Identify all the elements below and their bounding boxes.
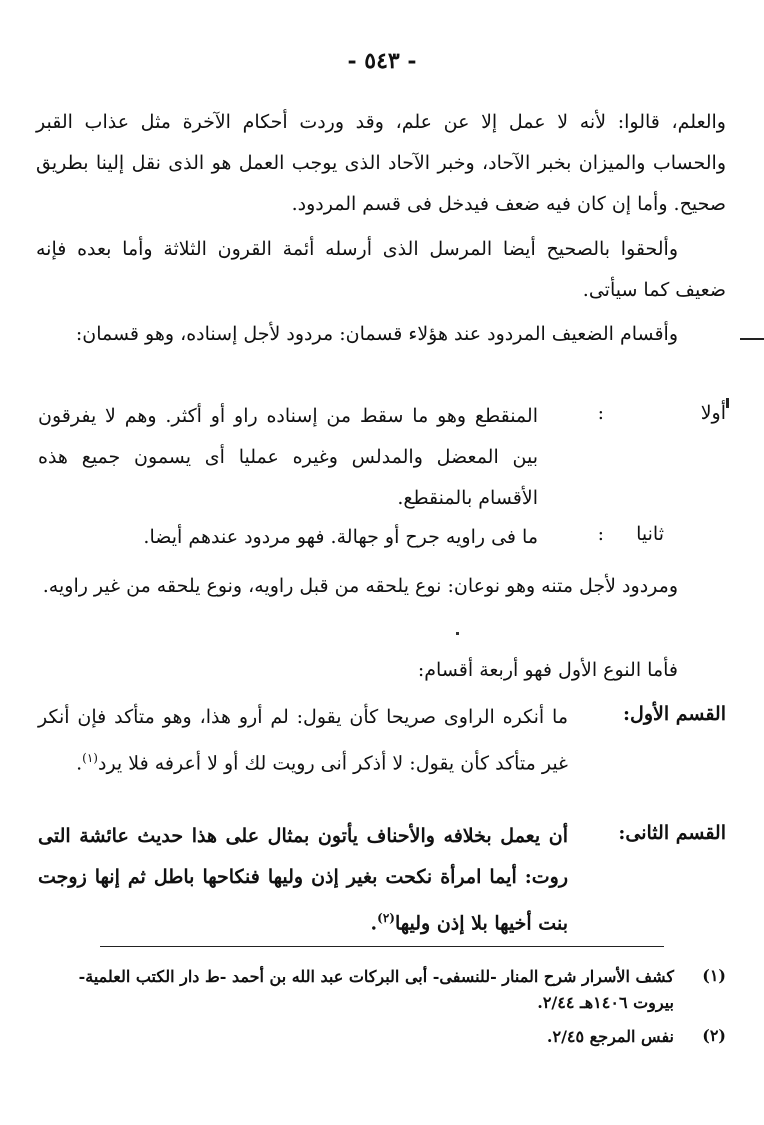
footnote-number-1: (١) — [702, 966, 726, 985]
paragraph-1: والعلم، قالوا: لأنه لا عمل إلا عن علم، وقد وردت أحكام الآخرة مثل عذاب القبر والحساب والميزان بخبر الآحاد، وخبر الآحاد الذى يوجب العمل هو الذى نقل إلينا بطريق صحيح. وأما إن كان فيه ضعف فيدخل فى قسم المردود. — [36, 111, 726, 215]
item-text-first: المنقطع وهو ما سقط من إسناده راو أو أكثر. وهم لا يفرقون بين المعضل والمدلس وغيره عمليا أى يسمون جميع هذه الأقسام بالمنقطع. — [38, 405, 538, 509]
footnote-divider — [100, 946, 664, 947]
scan-dot — [456, 632, 459, 635]
section-label-second: القسم الثانى: — [618, 822, 726, 844]
section-text-second: أن يعمل بخلافه والأحناف يأتون بمثال على هذا حديث عائشة التى روت: أيما امرأة نكحت بغير إذن وليها فنكاحها باطل ثم إنها زوجت بنت أخيها بلا إذن وليها$^{(٢)}$. — [38, 825, 568, 935]
section-label-first: القسم الأول: — [623, 703, 726, 725]
scan-edge-mark — [740, 338, 764, 340]
footnote-number-2: (٢) — [702, 1026, 726, 1045]
section-text-first: ما أنكره الراوى صريحا كأن يقول: لم أرو هذا، وهو متأكد فإن أنكر غير متأكد كأن يقول: لا أذكر أنى رويت لك أو لا أعرفه فلا يرد$^{(١)}$. — [38, 706, 568, 775]
item-text-second: ما فى راويه جرح أو جهالة. فهو مردود عندهم أيضا. — [143, 526, 538, 548]
scan-speck — [726, 398, 729, 408]
page-number: - ٥٤٣ - — [347, 48, 417, 74]
item-colon-second: : — [597, 523, 604, 545]
item-colon-first: : — [597, 402, 604, 424]
item-label-second: ثانيا — [636, 523, 664, 545]
footnote-2: نفس المرجع ٢/٤٥. — [546, 1027, 674, 1046]
paragraph-3: وأقسام الضعيف المردود عند هؤلاء قسمان: مردود لأجل إسناده، وهو قسمان: — [75, 323, 678, 345]
paragraph-2: وألحقوا بالصحيح أيضا المرسل الذى أرسله أئمة القرون الثلاثة وأما بعده فإنه ضعيف كما سيأتى. — [36, 238, 726, 301]
footnote-ref-2: (٢) — [377, 911, 395, 925]
item-label-first: أولا — [700, 402, 726, 424]
footnote-1: كشف الأسرار شرح المنار -للنسفى- أبى البركات عبد الله بن أحمد -ط دار الكتب العلمية- بيروت ١٤٠٦هـ ٢/٤٤. — [78, 967, 674, 1012]
paragraph-5: فأما النوع الأول فهو أربعة أقسام: — [417, 659, 678, 681]
paragraph-4: ومردود لأجل متنه وهو نوعان: نوع يلحقه من قبل راويه، ونوع يلحقه من غير راويه. — [42, 575, 678, 597]
footnote-ref-1: (١) — [82, 751, 98, 765]
